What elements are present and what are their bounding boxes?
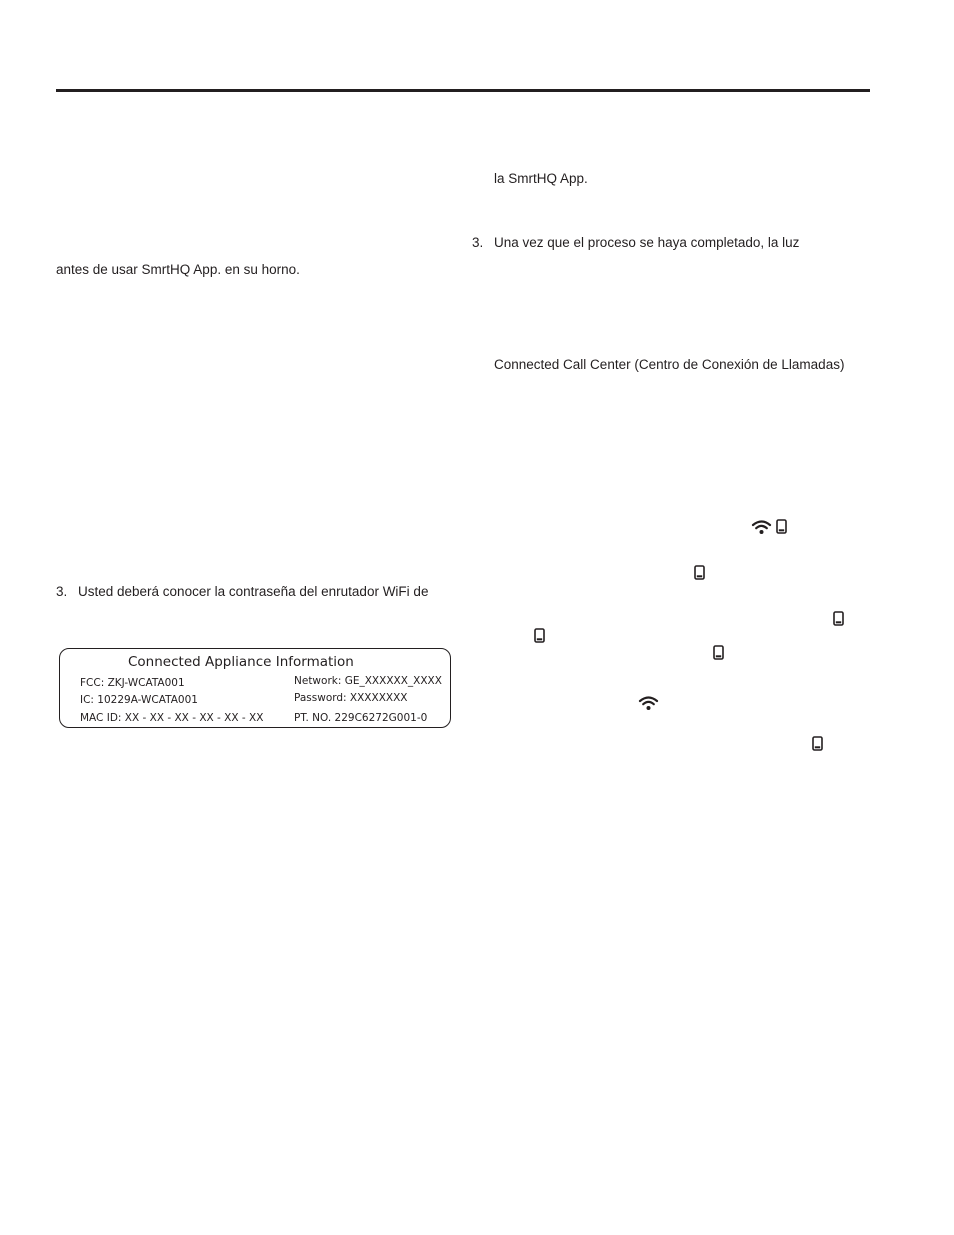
step-3-left bbox=[56, 584, 428, 600]
label-password: Password: XXXXXXXX bbox=[294, 692, 408, 704]
phone-icon bbox=[812, 736, 823, 751]
step-text: Una vez que el proceso se haya completado, la luz bbox=[494, 235, 800, 250]
label-fcc: FCC: ZKJ-WCATA001 bbox=[80, 677, 185, 689]
header-rule bbox=[56, 89, 870, 92]
step-text: Usted deberá conocer la contraseña del enrutador WiFi de bbox=[78, 584, 429, 599]
label-network: Network: GE_XXXXXX_XXXX bbox=[294, 675, 442, 687]
phone-icon bbox=[534, 628, 545, 643]
step-3-right bbox=[472, 235, 799, 251]
phone-icon bbox=[713, 645, 724, 660]
step-number: 3. bbox=[56, 584, 68, 599]
wifi-icon bbox=[751, 519, 772, 535]
appliance-info-label bbox=[59, 648, 451, 728]
phone-icon bbox=[833, 611, 844, 626]
step-number: 3. bbox=[472, 235, 484, 250]
paragraph-tail: antes de usar SmrtHQ App. en su horno. bbox=[56, 262, 300, 277]
phone-icon bbox=[694, 565, 705, 580]
label-part-number: PT. NO. 229C6272G001-0 bbox=[294, 712, 428, 724]
label-mac-id: MAC ID: XX - XX - XX - XX - XX - XX bbox=[80, 712, 264, 724]
app-line: la SmrtHQ App. bbox=[494, 171, 588, 186]
call-center-line: Connected Call Center (Centro de Conexión de Llamadas) bbox=[494, 357, 845, 372]
label-ic: IC: 10229A-WCATA001 bbox=[80, 694, 198, 706]
phone-icon bbox=[776, 519, 787, 534]
wifi-icon bbox=[638, 695, 659, 711]
label-title: Connected Appliance Information bbox=[128, 654, 354, 670]
